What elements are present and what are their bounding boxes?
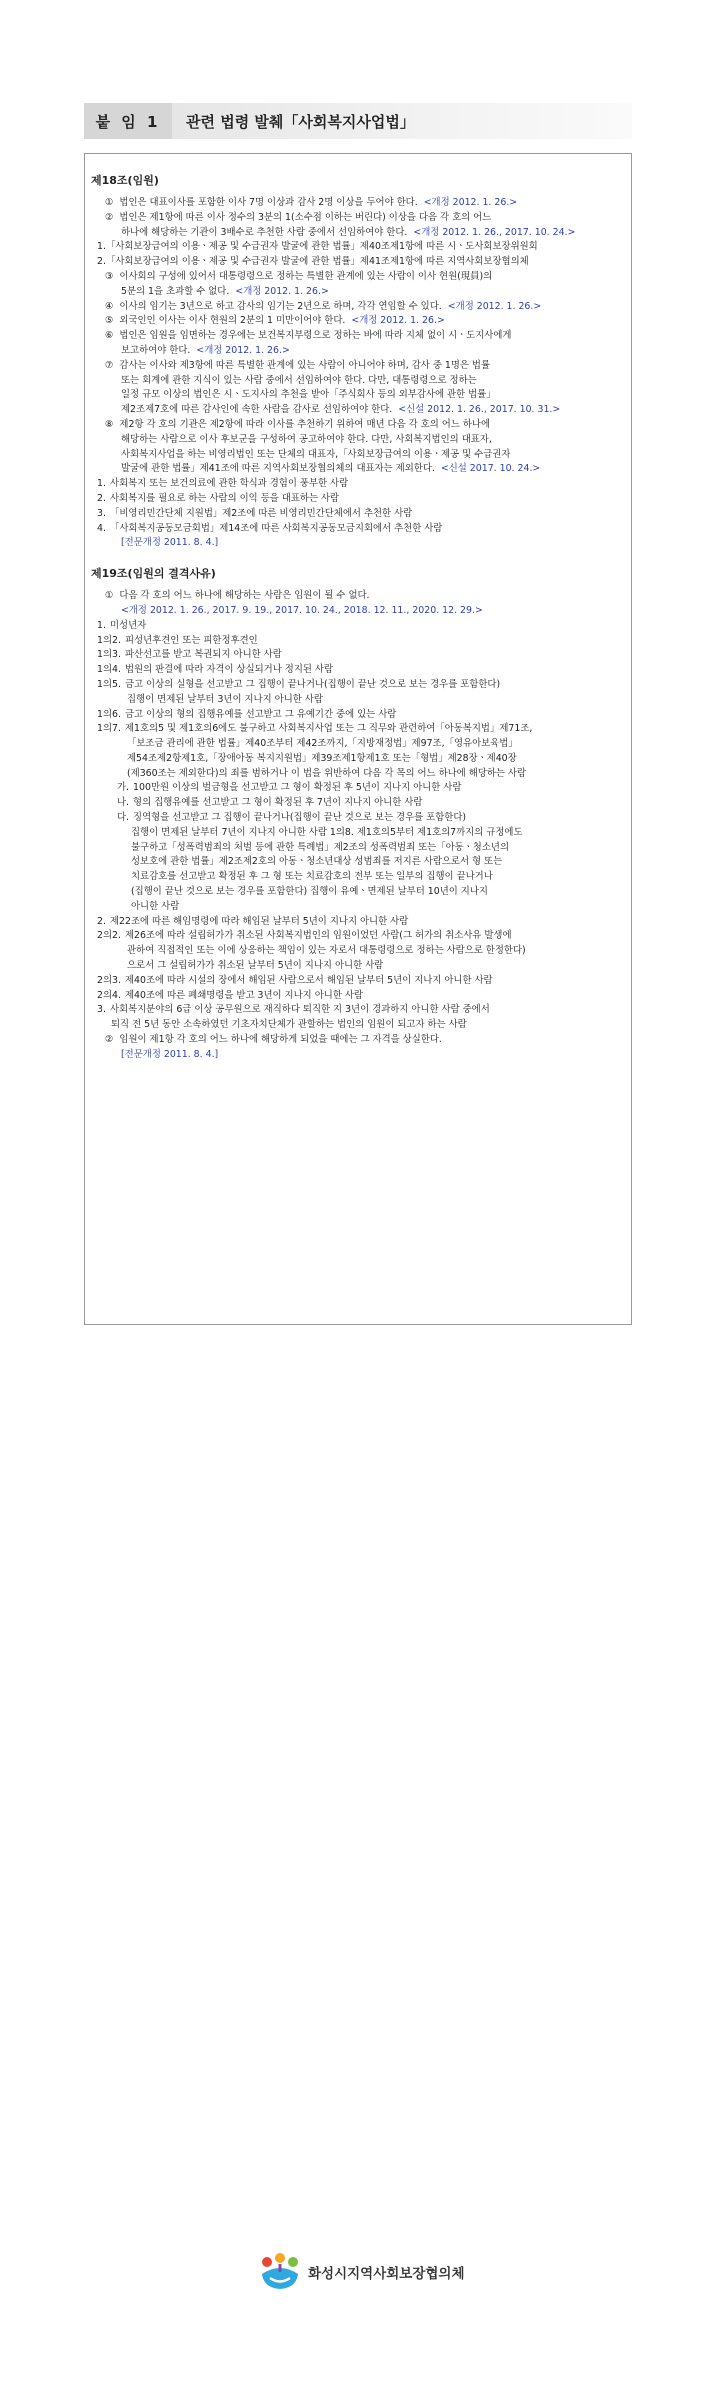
clause-line	[91, 989, 625, 1004]
clause-text: 징역형을 선고받고 그 집행이 끝나거나(집행이 끝난 것으로 보는 경우를 포함한다)	[133, 812, 467, 824]
council-logo-icon	[258, 2252, 302, 2292]
clause-line	[91, 240, 625, 255]
clause-marker: 가.	[117, 782, 130, 794]
article-title: 제19조(임원의 결격사유)	[91, 567, 216, 581]
clause-marker: 4.	[97, 522, 106, 534]
clause-line	[91, 314, 625, 329]
footer	[258, 2252, 465, 2292]
clause-text: (제360조는 제외한다)의 죄를 범하거나 이 법을 위반하여 다음 각 목의 어느 하나에 해당하는 사람	[127, 767, 527, 779]
clause-marker: 1의5.	[97, 678, 121, 690]
clause-line	[91, 767, 625, 782]
clause-line	[91, 329, 625, 344]
clause-text: 제2항 각 호의 기관은 제2항에 따라 이사를 추천하기 위하여 매년 다음 각 호의 어느 하나에	[119, 418, 491, 430]
clause-text: 관하여 직접적인 또는 이에 상응하는 책임이 있는 자로서 대통령령으로 정하는 사람으로 한정한다)	[127, 945, 526, 957]
clause-text: 으로서 그 설립허가가 취소된 날부터 5년이 지나지 아니한 사람	[127, 960, 384, 972]
clause-line	[91, 1033, 625, 1048]
clause-text: 피성년후견인 또는 피한정후견인	[124, 634, 258, 646]
clause-text: 외국인인 이사는 이사 현원의 2분의 1 미만이어야 한다.	[119, 315, 346, 327]
clause-marker: 1.	[97, 619, 106, 631]
clause-line	[91, 663, 625, 678]
clause-line	[91, 492, 625, 507]
amendment-note: <신설 2017. 10. 24.>	[440, 463, 541, 475]
clause-text: 사회복지 또는 보건의료에 관한 학식과 경험이 풍부한 사람	[109, 478, 349, 490]
clause-text: 「보조금 관리에 관한 법률」제40조부터 제42조까지,「지방재정법」제97조,「영유아보육법」	[127, 738, 518, 750]
clause-marker: 2.	[97, 915, 106, 927]
clause-line	[91, 944, 625, 959]
clause-line	[91, 388, 625, 403]
clause-text: 사회복지사업을 하는 비영리법인 또는 단체의 대표자,「사회보장급여의 이용ㆍ제공 및 수급권자	[121, 448, 511, 460]
amendment-note: <개정 2012. 1. 26.>	[235, 285, 329, 297]
clause-text: 불구하고「성폭력범죄의 처벌 등에 관한 특례법」제2조의 성폭력범죄 또는「아동ㆍ청소년의	[131, 841, 509, 853]
amendment-note: <개정 2012. 1. 26.>	[196, 344, 290, 356]
attachment-title: 관련 법령 발췌「사회복지사업법」	[172, 103, 632, 139]
attachment-badge: 붙 임 1	[84, 103, 172, 139]
clause-line	[91, 507, 625, 522]
clause-text: 100만원 이상의 벌금형을 선고받고 그 형이 확정된 후 5년이 지나지 아니한 사람	[133, 782, 462, 794]
clause-line	[91, 959, 625, 974]
amendment-note: <개정 2012. 1. 26.>	[351, 315, 445, 327]
law-excerpt-box	[84, 153, 632, 1325]
clause-line	[91, 1003, 625, 1018]
clause-line	[91, 1018, 625, 1033]
clause-line	[91, 300, 625, 315]
clause-text: 사회복지를 필요로 하는 사람의 이익 등을 대표하는 사람	[109, 492, 340, 504]
clause-line	[91, 462, 625, 477]
clause-marker: 2.	[97, 492, 106, 504]
clause-text: 제26조에 따라 설립허가가 취소된 사회복지법인의 임원이었던 사람(그 허가의 취소사유 발생에	[124, 930, 512, 942]
clause-text: 금고 이상의 실형을 선고받고 그 집행이 끝나거나(집행이 끝난 것으로 보는 경우를 포함한다)	[124, 678, 501, 690]
clause-line	[91, 693, 625, 708]
clause-text: 하나에 해당하는 기관이 3배수로 추천한 사람 중에서 선임하여야 한다.	[121, 226, 408, 238]
clause-line	[91, 255, 625, 270]
clause-text: 일정 규모 이상의 법인은 시ㆍ도지사의 추천을 받아「주식회사 등의 외부감사에 관한 법률」	[121, 389, 496, 401]
clause-marker: 1의3.	[97, 649, 121, 661]
attachment-header	[84, 103, 632, 139]
clause-text: 「비영리민간단체 지원법」제2조에 따른 비영리민간단체에서 추천한 사람	[109, 507, 413, 519]
clause-text: 1.「사회보장급여의 이용ㆍ제공 및 수급권자 발굴에 관한 법률」제40조제1항에 따른 시ㆍ도사회보장위원회	[97, 241, 538, 253]
clause-text: 발굴에 관한 법률」제41조에 따른 지역사회보장협의체의 대표자는 제외한다.	[121, 463, 435, 475]
clause-line	[91, 737, 625, 752]
clause-line	[91, 196, 625, 211]
clause-text: 보고하여야 한다.	[121, 344, 191, 356]
clause-text: 5분의 1을 초과할 수 없다.	[121, 285, 230, 297]
clause-text: 또는 회계에 관한 지식이 있는 사람 중에서 선임하여야 한다. 다만, 대통령령으로 정하는	[121, 374, 477, 386]
clause-line	[91, 781, 625, 796]
clause-line	[91, 604, 625, 619]
clause-line	[91, 648, 625, 663]
clause-marker: ①	[105, 197, 114, 208]
clause-marker: 1의4.	[97, 664, 121, 676]
clause-text: 제2조제7호에 따른 감사인에 속한 사람을 감사로 선임하여야 한다.	[121, 404, 393, 416]
clause-line	[91, 589, 625, 604]
clause-line	[91, 359, 625, 374]
clause-line	[91, 270, 625, 285]
clause-marker: 1의2.	[97, 634, 121, 646]
clause-text: 「사회복지공동모금회법」제14조에 따른 사회복지공동모금지회에서 추천한 사람	[109, 522, 443, 534]
clause-marker: 다.	[117, 812, 130, 824]
clause-line	[91, 722, 625, 737]
clause-text: 법인은 제1항에 따른 이사 정수의 3분의 1(소수점 이하는 버린다) 이상을 다음 각 호의 어느	[119, 211, 492, 223]
clause-marker: 2의4.	[97, 989, 121, 1001]
clause-line	[91, 678, 625, 693]
clause-text: 금고 이상의 형의 집행유예를 선고받고 그 유예기간 중에 있는 사람	[124, 708, 397, 720]
clause-text: 퇴직 전 5년 동안 소속하였던 기초자치단체가 관할하는 법인의 임원이 되고자 하는 사람	[111, 1019, 467, 1031]
clause-line	[91, 915, 625, 930]
clause-line	[91, 403, 625, 418]
clause-line	[91, 796, 625, 811]
clause-text: 해당하는 사람으로 이사 후보군을 구성하여 공고하여야 한다. 다만, 사회복지법인의 대표자,	[121, 433, 492, 445]
clause-marker: ④	[105, 300, 114, 312]
clause-line	[91, 433, 625, 448]
clause-text: 임원이 제1항 각 호의 어느 하나에 해당하게 되었을 때에는 그 자격을 상실한다.	[119, 1034, 442, 1046]
clause-line	[91, 536, 625, 551]
clause-text: 제1호의5 및 제1호의6에도 불구하고 사회복지사업 또는 그 직무와 관련하여「아동복지법」제71조,	[124, 723, 533, 735]
clause-text: 사회복지분야의 6급 이상 공무원으로 재직하다 퇴직한 지 3년이 경과하지 아니한 사람 중에서	[109, 1004, 490, 1016]
clause-text: 이사회의 구성에 있어서 대통령령으로 정하는 특별한 관계에 있는 사람이 이사 현원(現員)의	[119, 270, 493, 282]
clause-text: 제54조제2항제1호,「장애아동 복지지원법」제39조제1항제1호 또는「형법」제28장ㆍ제40장	[127, 752, 517, 764]
clause-text: 파산선고를 받고 복권되지 아니한 사람	[124, 649, 282, 661]
clause-marker: 1의6.	[97, 708, 121, 720]
clause-marker: 1의7.	[97, 723, 121, 735]
amendment-note: [전문개정 2011. 8. 4.]	[121, 537, 219, 549]
clause-marker: ⑧	[105, 418, 114, 430]
clause-text: 이사의 임기는 3년으로 하고 감사의 임기는 2년으로 하며, 각각 연임할 수 있다.	[119, 300, 442, 312]
clause-text: 치료감호를 선고받고 확정된 후 그 형 또는 치료감호의 전부 또는 일부의 집행이 끝나거나	[131, 871, 493, 883]
section-gap	[91, 551, 625, 567]
clause-marker: 나.	[117, 797, 130, 809]
clause-marker: 3.	[97, 507, 106, 519]
clause-marker: ②	[105, 1034, 114, 1046]
amendment-note: <개정 2012. 1. 26., 2017. 10. 24.>	[413, 226, 576, 238]
clause-text: 법인은 임원을 임면하는 경우에는 보건복지부령으로 정하는 바에 따라 지체 없이 시ㆍ도지사에게	[119, 330, 512, 342]
clause-line	[91, 374, 625, 389]
clause-line	[91, 344, 625, 359]
clause-marker: 2의2.	[97, 930, 121, 942]
clause-text: 성보호에 관한 법률」제2조제2호의 아동ㆍ청소년대상 성범죄를 저지른 사람으로서 형 또는	[131, 856, 503, 868]
clause-line	[91, 826, 625, 841]
clause-marker: 1.	[97, 478, 106, 490]
clause-line	[91, 522, 625, 537]
clause-marker: ①	[105, 590, 114, 602]
clause-text: 집행이 면제된 날부터 3년이 지나지 아니한 사람	[127, 693, 323, 705]
clause-text: 아니한 사람	[131, 900, 180, 912]
clause-marker: ⑥	[105, 330, 114, 342]
clause-line	[91, 448, 625, 463]
clause-line	[91, 900, 625, 915]
clause-text: 제40조에 따른 폐쇄명령을 받고 3년이 지나지 아니한 사람	[124, 989, 363, 1001]
clause-text: 제22조에 따른 해임명령에 따라 해임된 날부터 5년이 지나지 아니한 사람	[109, 915, 409, 927]
clause-line	[91, 855, 625, 870]
clause-marker: 2의3.	[97, 974, 121, 986]
clause-text: 형의 집행유예를 선고받고 그 형이 확정된 후 7년이 지나지 아니한 사람	[133, 797, 423, 809]
clause-line	[91, 885, 625, 900]
amendment-note: [전문개정 2011. 8. 4.]	[121, 1048, 219, 1060]
clause-line	[91, 226, 625, 241]
clause-marker: ⑦	[105, 359, 114, 371]
clause-text: 다음 각 호의 어느 하나에 해당하는 사람은 임원이 될 수 없다.	[119, 590, 370, 602]
amendment-note: <신설 2012. 1. 26., 2017. 10. 31.>	[398, 404, 561, 416]
clause-marker: 3.	[97, 1004, 106, 1016]
clause-line	[91, 929, 625, 944]
clause-line	[91, 477, 625, 492]
clause-text: 2.「사회보장급여의 이용ㆍ제공 및 수급권자 발굴에 관한 법률」제41조제1항에 따른 지역사회보장협의체	[97, 256, 529, 268]
clause-text: 미성년자	[109, 619, 147, 631]
clause-line	[91, 1048, 625, 1063]
clause-text: 법인은 대표이사를 포함한 이사 7명 이상과 감사 2명 이상을 두어야 한다.	[119, 197, 418, 208]
amendment-note: <개정 2012. 1. 26., 2017. 9. 19., 2017. 10. 24., 2018. 12. 11., 2020. 12. 29.>	[121, 604, 483, 616]
clause-line	[91, 870, 625, 885]
clause-text: 감사는 이사와 제3항에 따른 특별한 관계에 있는 사람이 아니어야 하며, 감사 중 1명은 법률	[119, 359, 491, 371]
clause-text: (집행이 끝난 것으로 보는 경우를 포함한다) 집행이 유예ㆍ면제된 날부터 10년이 지나지	[131, 886, 488, 898]
clause-text: 법원의 판결에 따라 자격이 상실되거나 정지된 사람	[124, 664, 334, 676]
article-title: 제18조(임원)	[91, 174, 159, 187]
amendment-note: <개정 2012. 1. 26.>	[447, 300, 542, 312]
clause-line	[91, 619, 625, 634]
clause-text: 제40조에 따라 시설의 장에서 해임된 사람으로서 해임된 날부터 5년이 지나지 아니한 사람	[124, 974, 493, 986]
amendment-note: <개정 2012. 1. 26.>	[423, 197, 518, 208]
clause-marker: ③	[105, 270, 114, 282]
clause-line	[91, 811, 625, 826]
clause-text: 집행이 면제된 날부터 7년이 지나지 아니한 사람 1의8. 제1호의5부터 제1호의7까지의 규정에도	[131, 826, 523, 838]
clause-line	[91, 974, 625, 989]
clause-line	[91, 841, 625, 856]
clause-marker: ⑤	[105, 315, 114, 327]
clause-marker: ②	[105, 211, 114, 223]
clause-line	[91, 752, 625, 767]
council-name: 화성시지역사회보장협의체	[308, 2266, 465, 2282]
clause-line	[91, 418, 625, 433]
clause-line	[91, 285, 625, 300]
clause-line	[91, 708, 625, 723]
clause-line	[91, 634, 625, 649]
clause-line	[91, 211, 625, 226]
